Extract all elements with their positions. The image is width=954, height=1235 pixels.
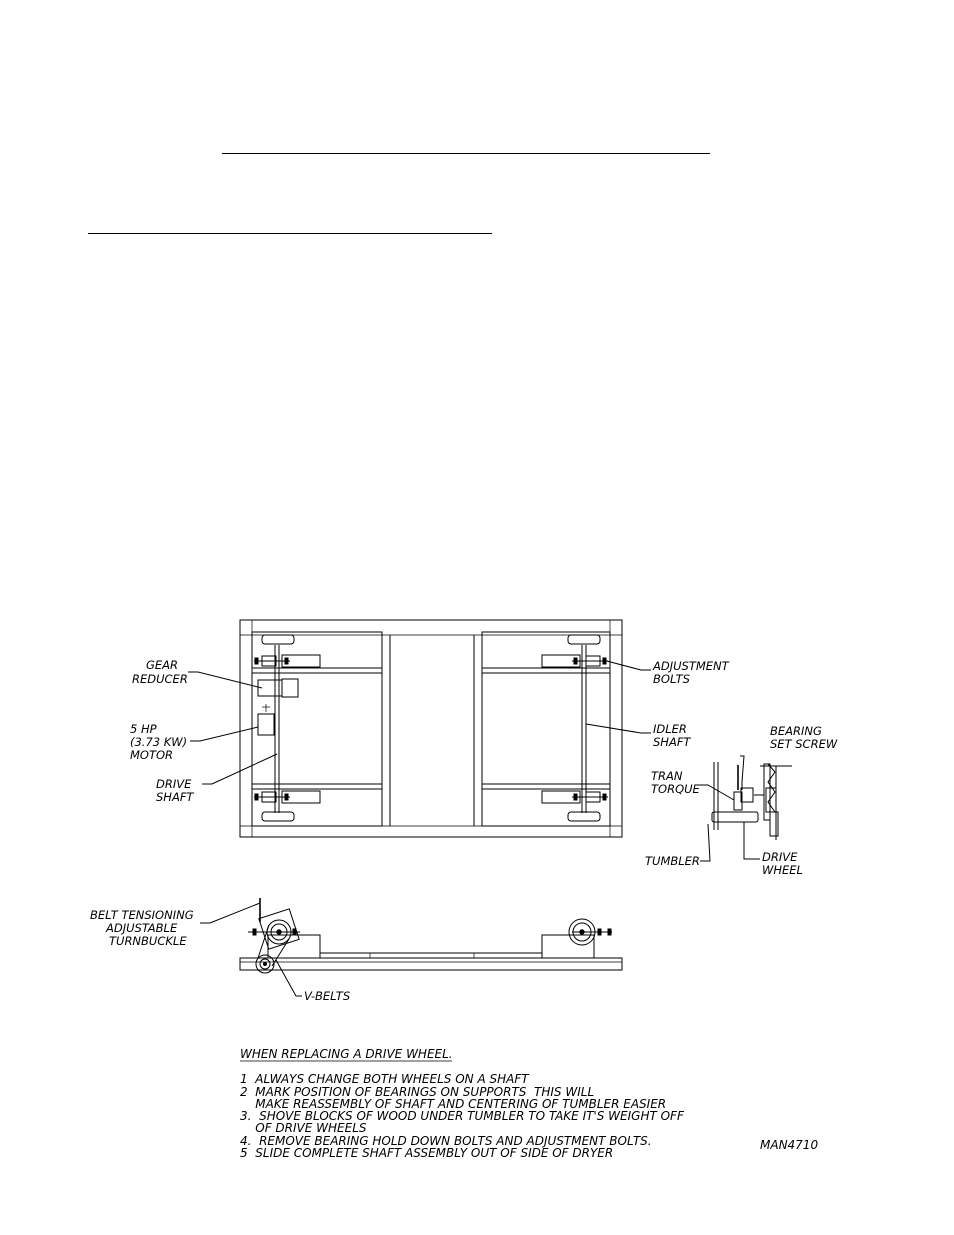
motor [258,714,274,735]
drive-wheel-top [262,635,294,644]
base-frame [240,620,622,837]
idler-wheel-bottom [568,812,600,821]
drive-shaft-label: DRIVE SHAFT [156,777,194,804]
drive-cradle [252,632,382,826]
idler-shaft-label: IDLER SHAFT [653,722,691,749]
side-base [240,958,622,970]
belt-tensioning-label: BELT TENSIONING ADJUSTABLE TURNBUCKLE [90,908,194,948]
tumbler-label: TUMBLER [645,854,700,868]
drive-wheel-label: DRIVE WHEEL [762,850,803,877]
note-line: 3. SHOVE BLOCKS OF WOOD UNDER TUMBLER TO TAKE IT'S WEIGHT OFF [240,1109,684,1123]
adjustment-bolts-label: ADJUSTMENT BOLTS [653,659,729,686]
idler-cradle [482,632,610,826]
note-line: 4. REMOVE BEARING HOLD DOWN BOLTS AND ADJUSTMENT BOLTS. [240,1134,652,1148]
drive-wheel-bottom [262,812,294,821]
tran-torque-label: TRAN TORQUE [651,769,700,796]
note-line: 2 MARK POSITION OF BEARINGS ON SUPPORTS THIS WILL [240,1085,595,1099]
bearing-detail-view [712,762,792,840]
detail-drive-wheel [712,812,758,822]
note-line: 5 SLIDE COMPLETE SHAFT ASSEMBLY OUT OF SIDE OF DRYER [240,1146,614,1160]
replacement-notes [240,1047,818,1160]
top-view [240,620,622,837]
note-line: MAKE REASSEMBLY OF SHAFT AND CENTERING OF TUMBLER EASIER [240,1097,667,1111]
motor-label: 5 HP (3.73 KW) MOTOR [130,722,188,762]
note-line: OF DRIVE WHEELS [240,1121,367,1135]
gear-reducer-label: GEAR REDUCER [132,658,188,686]
v-belts-label: V-BELTS [304,989,351,1003]
v-belt [258,925,269,958]
notes-heading: WHEN REPLACING A DRIVE WHEEL. [240,1047,453,1061]
idler-wheel-top [568,635,600,644]
drawing-number: MAN4710 [760,1138,819,1152]
bearing-set-screw-label: BEARING SET SCREW [770,724,838,751]
note-line: 1 ALWAYS CHANGE BOTH WHEELS ON A SHAFT [240,1072,529,1086]
side-view [240,898,622,973]
